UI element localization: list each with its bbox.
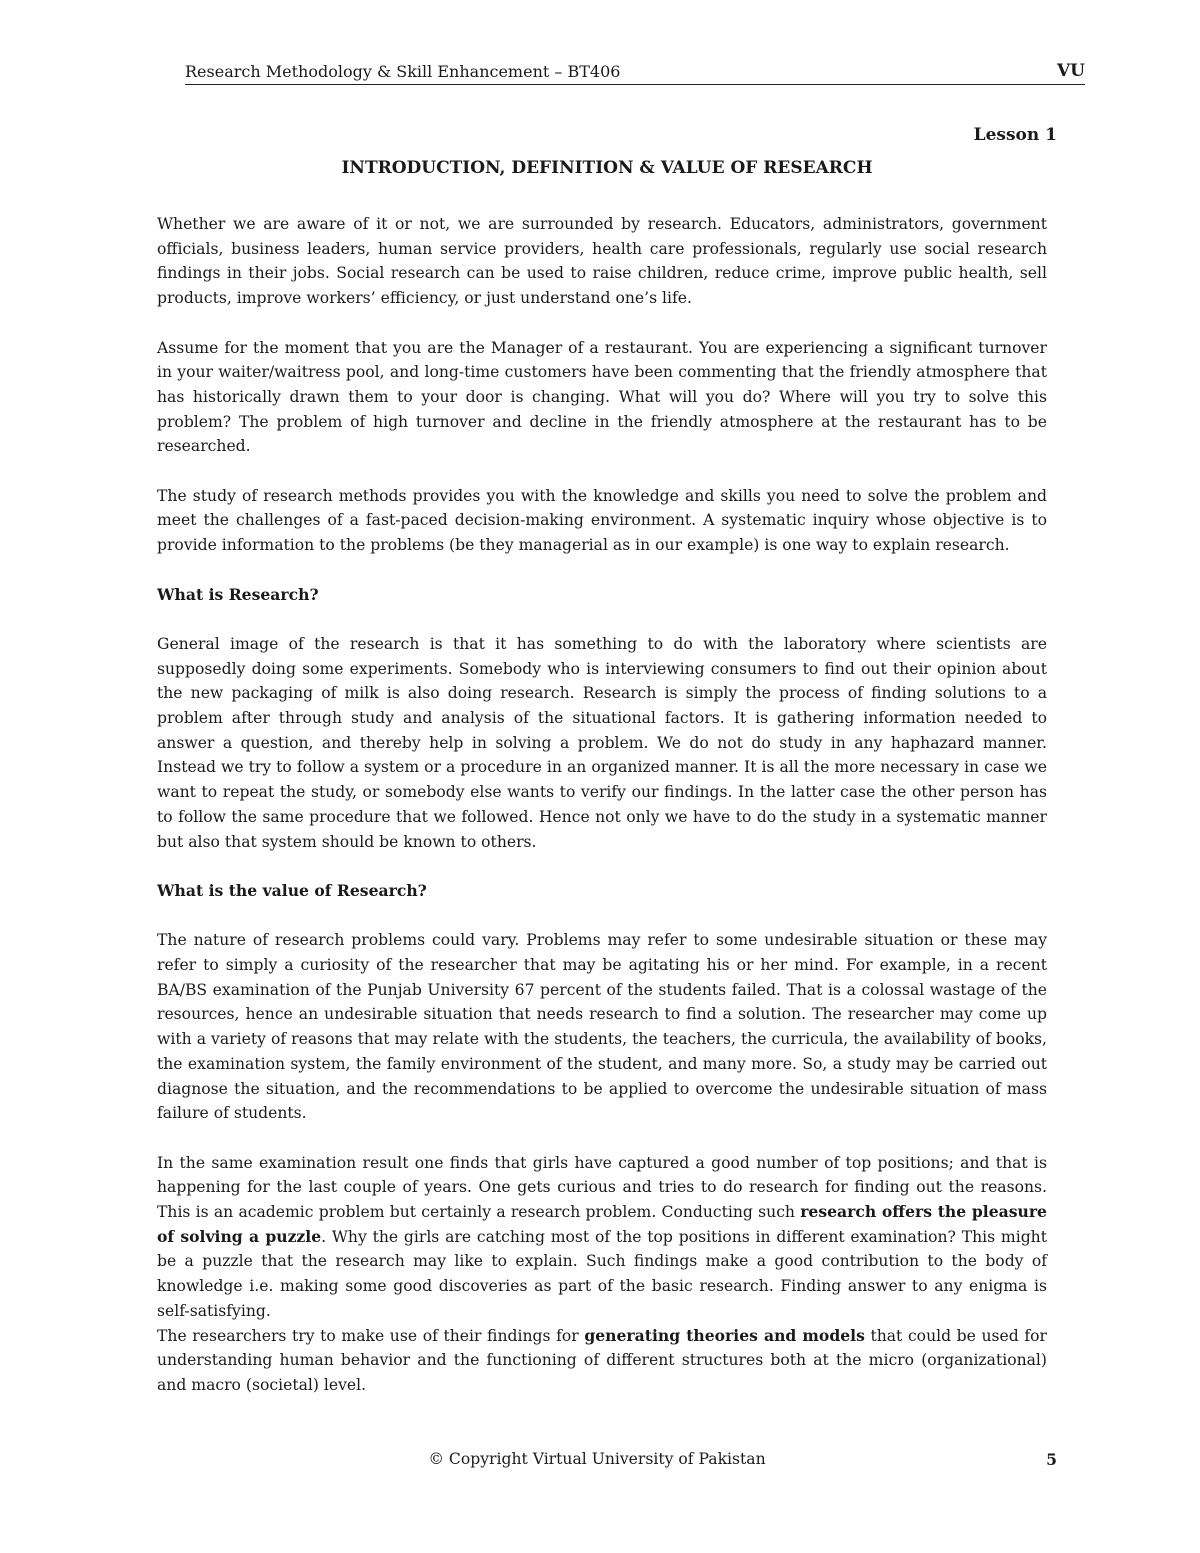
paragraph-theories-text-a: The researchers try to make use of their findings for <box>157 1326 585 1345</box>
paragraph-definition: General image of the research is that it has something to do with the laboratory where scientists are supposedly doing some experiments. Somebody who is interviewing consumers to find out their opinion about the new packaging of milk is also doing research. Research is simply the process of finding solutions to a problem after through study and analysis of the situational factors. It is gathering information needed to answer a question, and thereby help in solving a problem. We do not do study in any haphazard manner. Instead we try to follow a system or a procedure in an organized manner. It is all the more necessary in case we want to repeat the study, or somebody else wants to verify our findings. In the latter case the other person has to follow the same procedure that we followed. Hence not only we have to do the study in a systematic manner but also that system should be known to others. <box>157 634 1047 851</box>
paragraph-nature-of-problems: The nature of research problems could vary. Problems may refer to some undesirable situation or these may refer to simply a curiosity of the researcher that may be agitating his or her mind. For example, in a recent BA/BS examination of the Punjab University 67 percent of the students failed. That is a colossal wastage of the resources, hence an undesirable situation that needs research to find a solution. The researcher may come up with a variety of reasons that may relate with the students, the teachers, the curricula, the availability of books, the examination system, the family environment of the student, and many more. So, a study may be carried out diagnose the situation, and the recommendations to be applied to overcome the undesirable situation of mass failure of students. <box>157 931 1047 1123</box>
paragraph-theories-bold: generating theories and models <box>584 1325 865 1345</box>
heading-what-is-research: What is Research? <box>157 584 319 604</box>
paragraph-intro: Whether we are aware of it or not, we are surrounded by research. Educators, administrators, government officials, business leaders, human service providers, health care professionals, regularly use social research findings in their jobs. Social research can be used to raise children, reduce crime, improve public health, sell products, improve workers’ efficiency, or just understand one’s life. <box>157 215 1047 308</box>
course-title: Research Methodology & Skill Enhancement – BT406 <box>185 62 621 81</box>
lesson-label: Lesson 1 <box>973 125 1057 145</box>
heading-value-of-research: What is the value of Research? <box>157 880 427 900</box>
paragraph-puzzle-bold: research offers the pleasure of solving a puzzle <box>157 1202 1047 1246</box>
copyright-notice: © Copyright Virtual University of Pakistan <box>428 1450 766 1468</box>
vu-logo-text: VU <box>1056 61 1085 81</box>
paragraph-theories <box>157 1324 1047 1398</box>
paragraph-theories-text-b: that could be used for understanding human behavior and the functioning of different structures both at the micro (organizational) and macro (societal) level. <box>157 1326 1047 1394</box>
page-title: INTRODUCTION, DEFINITION & VALUE OF RESEARCH <box>341 158 873 178</box>
paragraph-puzzle-text-b: . Why the girls are catching most of the top positions in different examination? This might be a puzzle that the research may like to explain. Such findings make a good contribution to the body of knowledge i.e. making some good discoveries as part of the basic research. Finding answer to any enigma is self-satisfying. <box>157 1227 1047 1320</box>
page-header <box>185 58 1085 85</box>
paragraph-research-methods: The study of research methods provides you with the knowledge and skills you need to solve the problem and meet the challenges of a fast-paced decision-making environment. A systematic inquiry whose objective is to provide information to the problems (be they managerial as in our example) is one way to explain research. <box>157 486 1047 555</box>
paragraph-restaurant: Assume for the moment that you are the Manager of a restaurant. You are experiencing a significant turnover in your waiter/waitress pool, and long-time customers have been commenting that the friendly atmosphere that has historically drawn them to your door is changing. What will you do? Where will you try to solve this problem? The problem of high turnover and decline in the friendly atmosphere at the restaurant has to be researched. <box>157 338 1047 456</box>
paragraph-puzzle <box>157 1151 1047 1324</box>
page-number: 5 <box>1046 1450 1057 1469</box>
document-body <box>157 212 1047 1422</box>
paragraph-puzzle-text-a: In the same examination result one finds that girls have captured a good number of top positions; and that is happening for the last couple of years. One gets curious and tries to do research for finding out the reasons. This is an academic problem but certainly a research problem. Conducting such <box>157 1153 1047 1222</box>
